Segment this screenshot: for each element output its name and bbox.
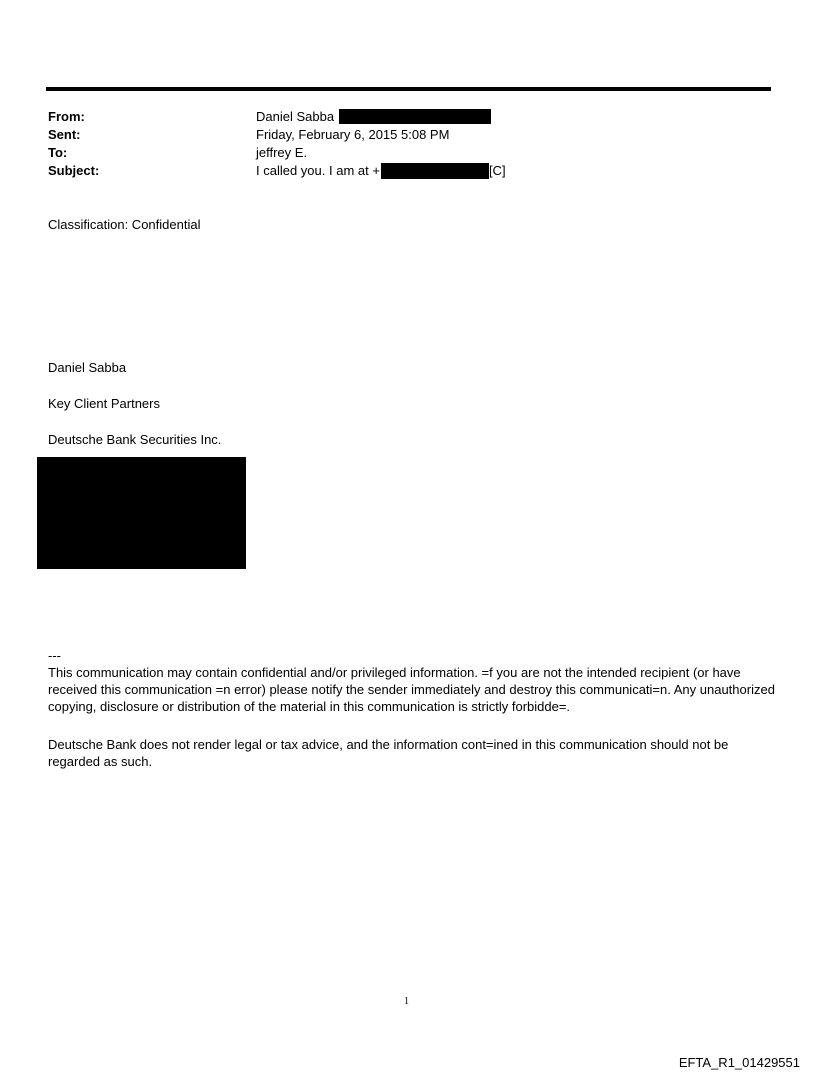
disclaimer-separator: --- <box>48 648 61 663</box>
header-subject-row <box>48 162 748 179</box>
header-divider <box>46 87 771 91</box>
subject-suffix: [C] <box>488 163 506 178</box>
sent-value: Friday, February 6, 2015 5:08 PM <box>256 127 450 142</box>
subject-prefix: I called you. I am at + <box>256 163 380 178</box>
from-value <box>256 108 491 125</box>
redaction-block <box>339 109 491 124</box>
header-from-row <box>48 108 748 125</box>
header-sent-row <box>48 126 748 143</box>
signature-name: Daniel Sabba <box>48 360 127 375</box>
to-value: jeffrey E. <box>256 145 308 160</box>
redaction-block <box>381 163 489 179</box>
subject-label: Subject: <box>48 163 100 178</box>
signature-company: Deutsche Bank Securities Inc. <box>48 432 222 447</box>
classification-text: Classification: Confidential <box>48 217 201 232</box>
from-name: Daniel Sabba <box>256 109 335 124</box>
sent-label: Sent: <box>48 127 81 142</box>
subject-value <box>256 162 506 179</box>
signature-title: Key Client Partners <box>48 396 160 411</box>
header-to-row <box>48 144 748 161</box>
redaction-block <box>37 457 246 569</box>
document-id: EFTA_R1_01429551 <box>678 1055 800 1070</box>
from-label: From: <box>48 109 85 124</box>
disclaimer-paragraph-2: Deutsche Bank does not render legal or tax advice, and the information cont=ined in this communication should not be regarded as such. <box>48 737 729 769</box>
to-label: To: <box>48 145 68 160</box>
disclaimer-paragraph-1: This communication may contain confidential and/or privileged information. =f you are not the intended recipient (or have received this communication =n error) please notify the sender immediately and destroy this communicati=n. Any unauthorized copying, disclosure or distribution of the material in this communication is strictly forbidde=. <box>48 665 775 714</box>
page-number: 1 <box>404 996 409 1007</box>
